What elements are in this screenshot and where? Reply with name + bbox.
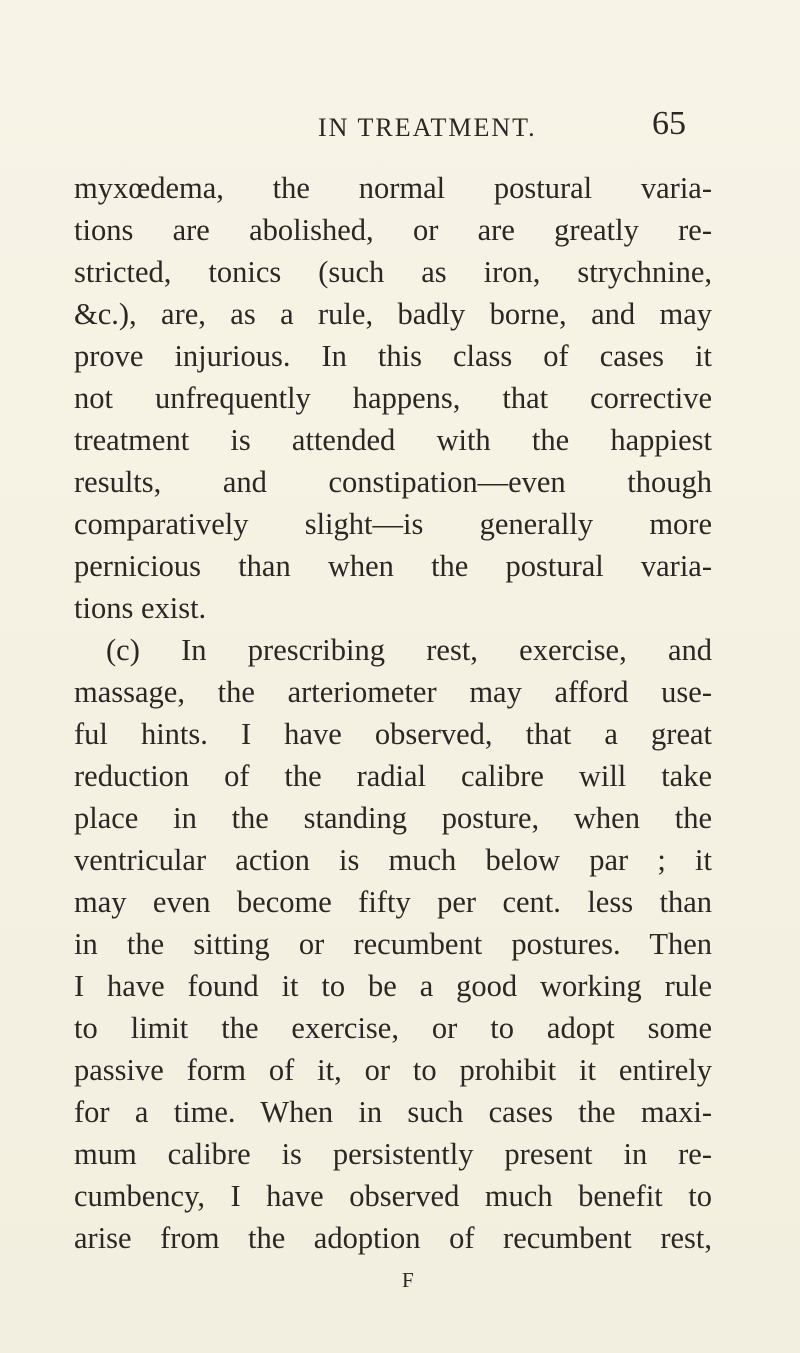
text-line: arise from the adoption of recumbent rest, bbox=[74, 1221, 712, 1255]
text-line: mum calibre is persistently present in re- bbox=[74, 1137, 712, 1171]
text-line: stricted, tonics (such as iron, strychnine, bbox=[74, 255, 712, 289]
text-line: for a time. When in such cases the maxi- bbox=[74, 1095, 712, 1129]
text-line: results, and constipation—even though bbox=[74, 465, 712, 499]
signature-mark: F bbox=[402, 1268, 414, 1292]
text-line: place in the standing posture, when the bbox=[74, 801, 712, 835]
text-line: prove injurious. In this class of cases it bbox=[74, 339, 712, 373]
text-line: in the sitting or recumbent postures. Then bbox=[74, 927, 712, 961]
text-line: cumbency, I have observed much benefit to bbox=[74, 1179, 712, 1213]
text-line: tions exist. bbox=[74, 591, 207, 625]
text-line: I have found it to be a good working rule bbox=[74, 969, 712, 1003]
text-line: reduction of the radial calibre will take bbox=[74, 759, 712, 793]
text-line: (c) In prescribing rest, exercise, and bbox=[106, 633, 712, 667]
running-head bbox=[0, 105, 800, 148]
text-line: comparatively slight—is generally more bbox=[74, 507, 712, 541]
page-number: 65 bbox=[652, 105, 686, 142]
text-line: pernicious than when the postural varia- bbox=[74, 549, 712, 583]
text-line: to limit the exercise, or to adopt some bbox=[74, 1011, 712, 1045]
text-line: treatment is attended with the happiest bbox=[74, 423, 712, 457]
text-line: &c.), are, as a rule, badly borne, and may bbox=[74, 297, 712, 331]
text-line: tions are abolished, or are greatly re- bbox=[74, 213, 712, 247]
text-line: myxœdema, the normal postural varia- bbox=[74, 171, 712, 205]
text-line: ventricular action is much below par ; it bbox=[74, 843, 712, 877]
text-line: not unfrequently happens, that corrective bbox=[74, 381, 712, 415]
text-line: ful hints. I have observed, that a great bbox=[74, 717, 712, 751]
running-head-title: IN TREATMENT. bbox=[318, 113, 537, 142]
text-line: massage, the arteriometer may afford use- bbox=[74, 675, 712, 709]
text-line: may even become fifty per cent. less than bbox=[74, 885, 712, 919]
text-line: passive form of it, or to prohibit it entirely bbox=[74, 1053, 712, 1087]
